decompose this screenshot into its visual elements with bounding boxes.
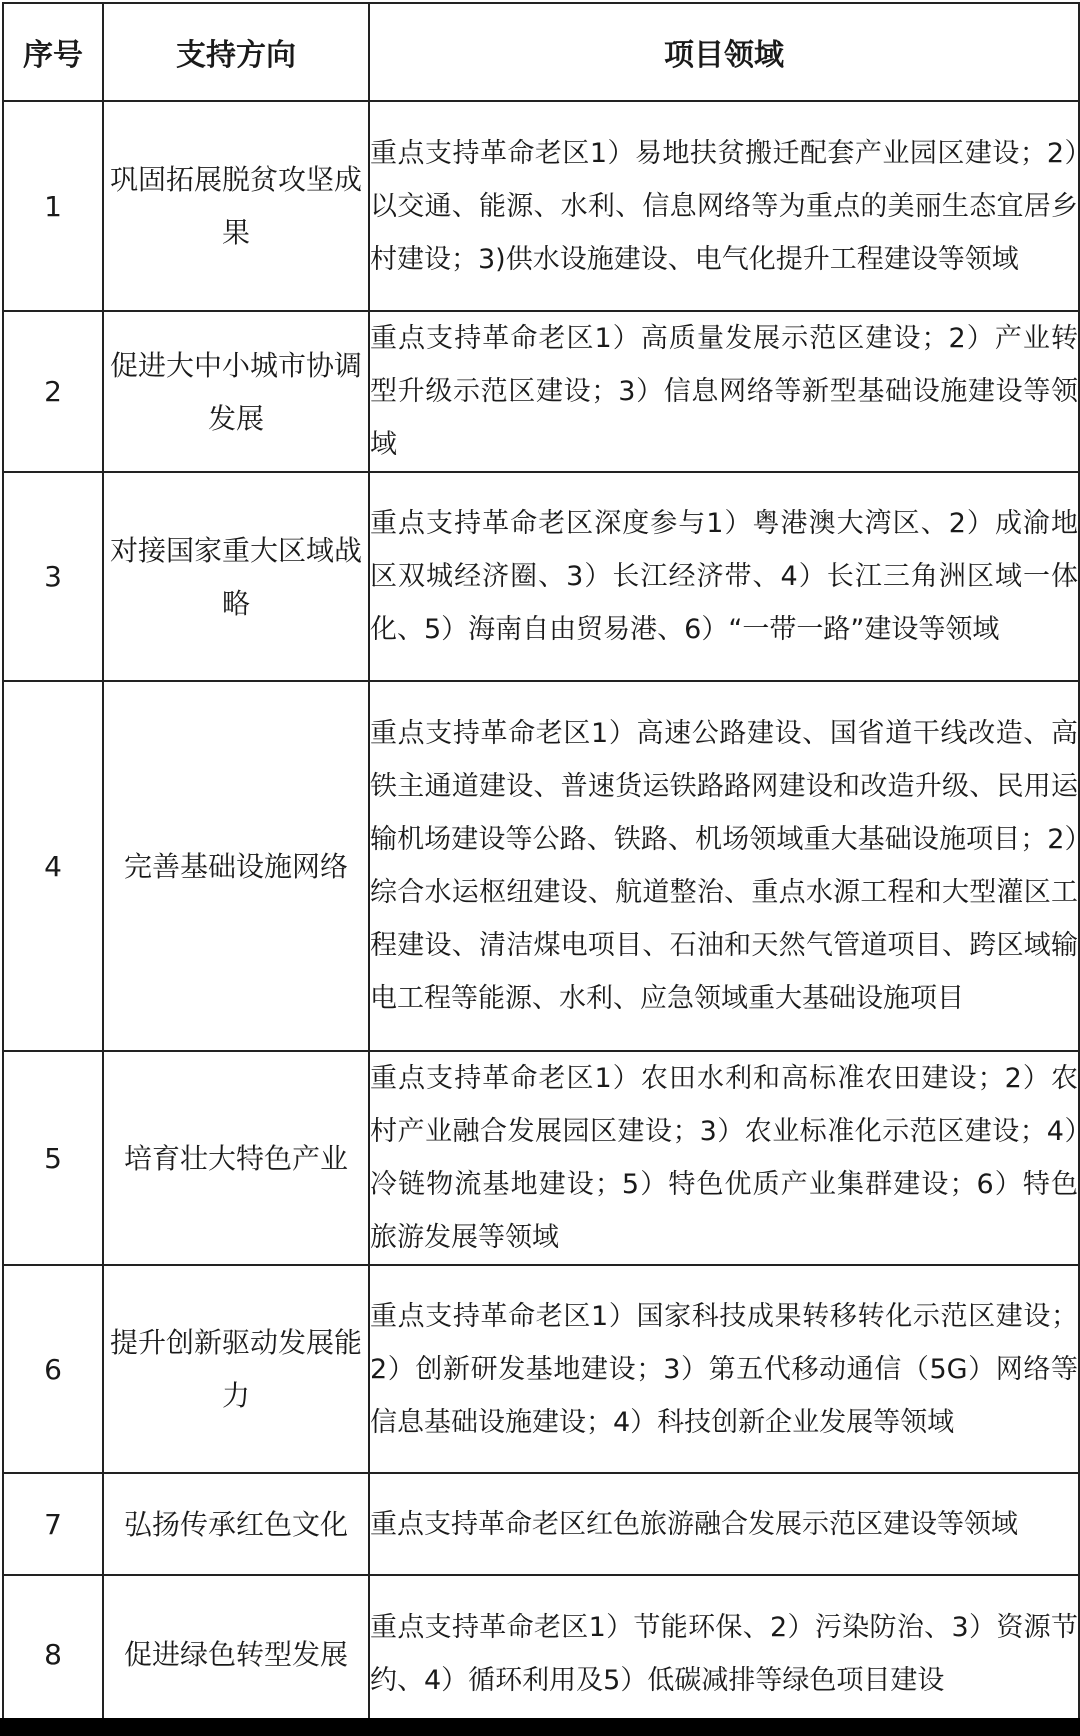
header-domain: 项目领域	[369, 3, 1079, 101]
row-index: 4	[3, 681, 103, 1051]
row-direction: 弘扬传承红色文化	[103, 1473, 369, 1575]
row-direction: 培育壮大特色产业	[103, 1051, 369, 1265]
row-domain: 重点支持革命老区1）国家科技成果转移转化示范区建设；2）创新研发基地建设；3）第五代移动通信（5G）网络等信息基础设施建设；4）科技创新企业发展等领域	[369, 1265, 1079, 1473]
table-row	[3, 1473, 1079, 1575]
table-row	[3, 1051, 1079, 1265]
table-row	[3, 1575, 1079, 1733]
row-direction: 完善基础设施网络	[103, 681, 369, 1051]
table-row	[3, 101, 1079, 311]
row-direction: 提升创新驱动发展能力	[103, 1265, 369, 1473]
row-index: 7	[3, 1473, 103, 1575]
support-table	[2, 2, 1080, 1734]
table-row	[3, 311, 1079, 472]
row-index: 8	[3, 1575, 103, 1733]
row-direction: 巩固拓展脱贫攻坚成果	[103, 101, 369, 311]
row-index: 6	[3, 1265, 103, 1473]
row-domain: 重点支持革命老区1）高质量发展示范区建设；2）产业转型升级示范区建设；3）信息网络等新型基础设施建设等领域	[369, 311, 1079, 472]
row-domain: 重点支持革命老区1）高速公路建设、国省道干线改造、高铁主通道建设、普速货运铁路路网建设和改造升级、民用运输机场建设等公路、铁路、机场领域重大基础设施项目；2）综合水运枢纽建设、航道整治、重点水源工程和大型灌区工程建设、清洁煤电项目、石油和天然气管道项目、跨区域输电工程等能源、水利、应急领域重大基础设施项目	[369, 681, 1079, 1051]
table-row	[3, 681, 1079, 1051]
row-domain: 重点支持革命老区1）节能环保、2）污染防治、3）资源节约、4）循环利用及5）低碳减排等绿色项目建设	[369, 1575, 1079, 1733]
row-domain: 重点支持革命老区深度参与1）粤港澳大湾区、2）成渝地区双城经济圈、3）长江经济带、4）长江三角洲区域一体化、5）海南自由贸易港、6）“一带一路”建设等领域	[369, 472, 1079, 681]
row-domain: 重点支持革命老区1）易地扶贫搬迁配套产业园区建设；2）以交通、能源、水利、信息网络等为重点的美丽生态宜居乡村建设；3)供水设施建设、电气化提升工程建设等领域	[369, 101, 1079, 311]
row-index: 5	[3, 1051, 103, 1265]
row-direction: 促进绿色转型发展	[103, 1575, 369, 1733]
table-row	[3, 1265, 1079, 1473]
row-domain: 重点支持革命老区1）农田水利和高标准农田建设；2）农村产业融合发展园区建设；3）农业标准化示范区建设；4）冷链物流基地建设；5）特色优质产业集群建设；6）特色旅游发展等领域	[369, 1051, 1079, 1265]
header-direction: 支持方向	[103, 3, 369, 101]
table-row	[3, 472, 1079, 681]
row-index: 1	[3, 101, 103, 311]
row-domain: 重点支持革命老区红色旅游融合发展示范区建设等领域	[369, 1473, 1079, 1575]
header-index: 序号	[3, 3, 103, 101]
row-direction: 促进大中小城市协调发展	[103, 311, 369, 472]
row-index: 2	[3, 311, 103, 472]
bottom-edge-bar	[0, 1718, 1080, 1736]
row-index: 3	[3, 472, 103, 681]
row-direction: 对接国家重大区域战略	[103, 472, 369, 681]
header-row	[3, 3, 1079, 101]
